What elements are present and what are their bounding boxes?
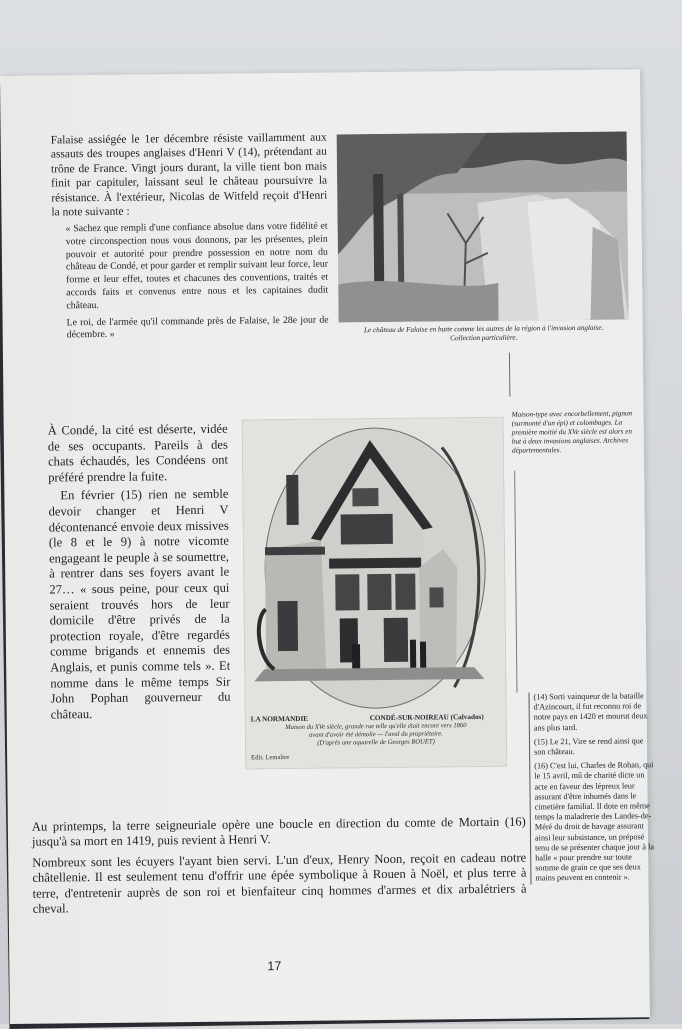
engraving-publisher: Edit. Lemaître — [251, 754, 290, 762]
engraving-title-left: LA NORMANDIE — [250, 714, 309, 724]
conde-paragraph-2: En février (15) rien ne semble devoir changer et Henri V décontenancé envoie deux missives (le 8 et le 9) à notre vicomte engageant le peuple à se soumettre, à rentrer dans ses foyers avant le 27… « sous peine, pour ceux qui seraient trouvés hors de leur domicile d'être privés de la protection royale, d'être regardés comme brigands et ennemis des Anglais, et punis comme tels ». Et nomme dans le même temps Sir John Pophan gouverneur du château. — [48, 487, 231, 722]
footnote-15: (15) Le 21, Vire se rend ainsi que son château. — [533, 736, 644, 757]
castle-photo-caption: Le château de Falaise en butte comme les autres de la région à l'invasion anglaise. Collection particulière. — [363, 323, 604, 343]
engraving-title-right: CONDÉ-SUR-NOIREAU (Calvados) — [369, 712, 484, 723]
intro-paragraph: Falaise assiégée le 1er décembre résiste vaillamment aux assauts des troupes anglaises d'Henri V (14), prétendant au trône de France. Vingt jours durant, la ville tient bon mais finit par capituler, laissant seul le château poursuivre la résistance. À l'extérieur, Nicolas de Witfeld reçoit d'Henri la note suivante : — [50, 131, 328, 219]
house-engraving-caption: Maison-type avec encorbellement, pignon (surmonté d'un épi) et colombages. La première moitié du XVe siècle est alors en but à deux invasions anglaises. Archives départementales. — [511, 409, 633, 455]
castle-photo-drawing — [337, 131, 629, 322]
house-engraving — [242, 417, 508, 770]
engraving-line-3: (D'après une aquarelle de Georges BOUET) — [317, 738, 435, 747]
engraving-line-2: avant d'avoir été démolie — l'aval du propriétaire. — [308, 730, 443, 739]
page-number: 17 — [267, 959, 282, 974]
bottom-text — [32, 815, 527, 918]
book-page — [0, 69, 655, 1024]
letter-paragraph-2: Le roi, de l'armée qu'il commande près de Falaise, le 28e jour de décembre. » — [66, 314, 329, 341]
footnote-14: (14) Sorti vainqueur de la bataille d'Azincourt, il fut reconnu roi de notre pays en 1420 et mourut deux ans plus tard. — [533, 691, 648, 733]
letter-paragraph-1: « Sachez que rempli d'une confiance absolue dans votre fidélité et votre circonspection nous vous donnons, par les présentes, plein pouvoir et autorité pour prendre possession en notre nom du château de Condé, et pour garder et remplir suivant leur force, leur forme et leur effet, toutes et chacunes des conventions, traités et accords faits et convenus entre nous et les capitaines dudit château. — [65, 220, 329, 312]
castle-photo — [337, 131, 629, 322]
house-engraving-drawing — [242, 417, 507, 716]
bottom-paragraph-1: Au printemps, la terre seigneuriale opère une boucle en direction du comte de Mortain (16) jusqu'à sa mort en 1419, puis revient à Henri V. — [31, 814, 526, 850]
footnote-16: (16) C'est lui, Charles de Rohan, qui le 15 avril, mû de charité dicte un acte en faveur des lépreux leur assurant d'être inhumés dans le cimetière familial. Il dote en même temps la maladrerie des Landes-de-Méré du droit de havage assurant ainsi leur subsistance, un préposé tenu de se présenter chaque jour à la halle « pour prendre sur toute somme de grain ce que ses deux mains peuvent en contenir ». — [534, 760, 655, 883]
column-rule — [509, 353, 510, 397]
main-column-text — [48, 422, 231, 723]
engraving-caption — [251, 713, 501, 763]
conde-paragraph-1: À Condé, la cité est déserte, vidée de ses occupants. Pareils à des chats échaudés, les Condéens ont préféré prendre la fuite. — [47, 421, 229, 485]
bottom-paragraph-2: Nombreux sont les écuyers l'ayant bien servi. L'un d'eux, Henry Noon, reçoit en cadeau notre châtellenie. Il est seulement tenu d'offrir une épée symbolique à Rouen à Noël, et plus terre à terre, d'entretenir auprès de son roi et bienfaiteur cinq hommes d'armes et dix arbalétriers à cheval. — [32, 850, 527, 916]
engraving-line-1: Maison du XVe siècle, grande rue telle qu'elle était encore vers 1860 — [285, 722, 467, 732]
royal-letter-quote — [66, 221, 329, 343]
footnotes — [528, 691, 657, 884]
column-rule — [514, 471, 517, 693]
